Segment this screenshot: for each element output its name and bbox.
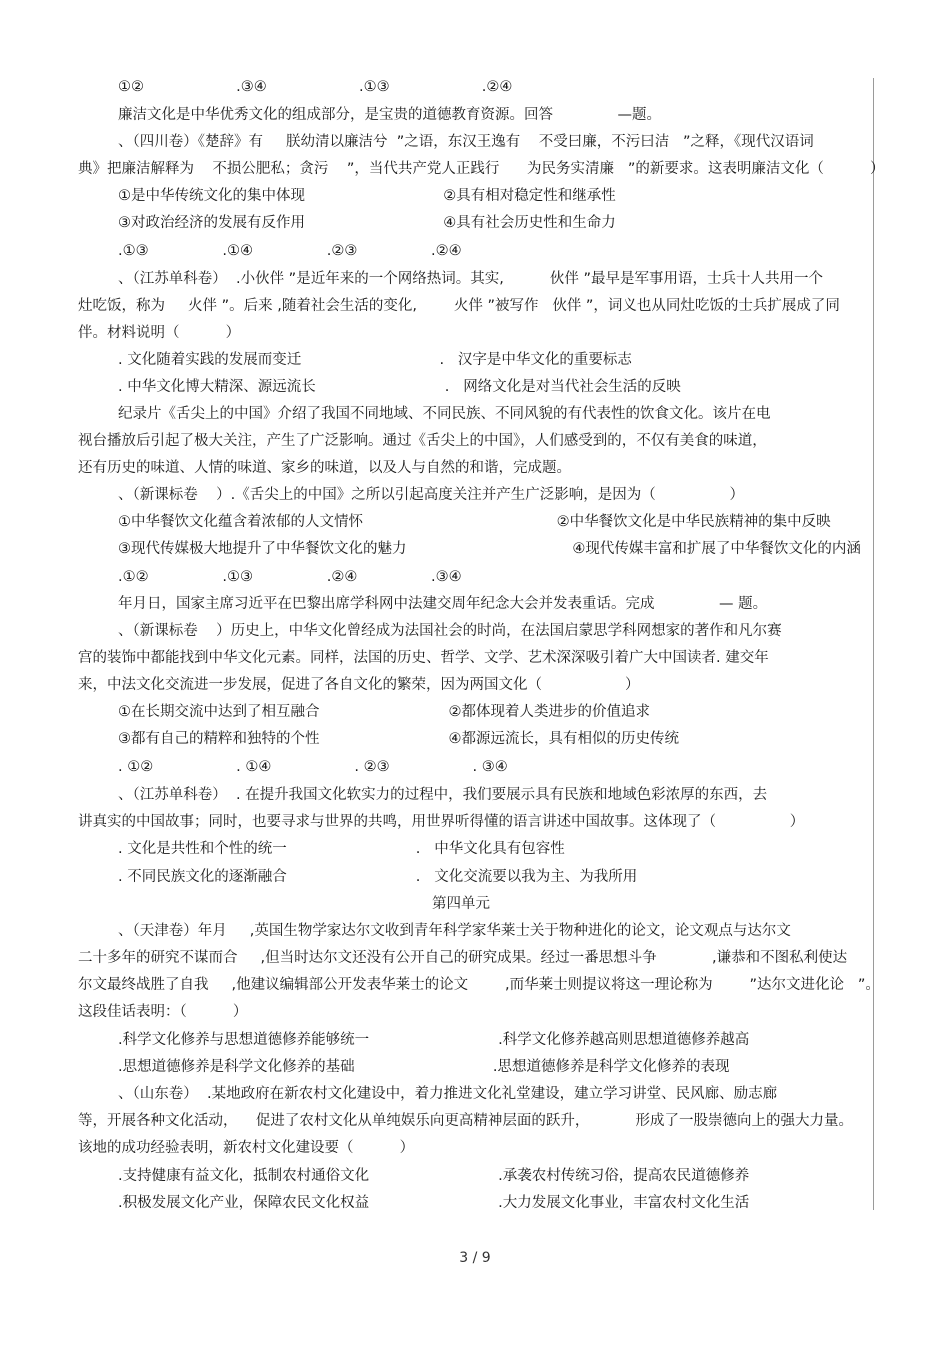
margin-rule [873, 78, 874, 1210]
text-line: 、（江苏单科卷） .小伙伴 ”是近年来的一个网络热词。其实, 伙伴 ”最早是军事用语，士兵十人共用一个 [118, 271, 824, 287]
text-line: . 中华文化博大精深、源远流长 . 网络文化是对当代社会生活的反映 [118, 379, 681, 395]
text-line: 、（四川卷）《楚辞》有 朕幼清以廉洁兮 ”之语，东汉王逸有 不受曰廉，不污曰洁 ”之释，《现代汉语词 [118, 134, 814, 150]
text-line: 纪录片《舌尖上的中国》介绍了我国不同地域、不同民族、不同风貌的有代表性的饮食文化。该片在电 [118, 406, 771, 422]
text-line: . ①② . ①④ . ②③ . ③④ [118, 759, 508, 775]
text-line: ③现代传媒极大地提升了中华餐饮文化的魅力 ④现代传媒丰富和扩展了中华餐饮文化的内涵 [118, 541, 861, 557]
text-line: 、（山东卷） .某地政府在新农村文化建设中，着力推进文化礼堂建设，建立学习讲堂、民风廊、励志廊 [118, 1086, 778, 1102]
text-line: 宫的装饰中都能找到中华文化元素。同样，法国的历史、哲学、文学、艺术深深吸引着广大中国读者. 建交年 [78, 650, 769, 666]
text-line: 年月日，国家主席习近平在巴黎出席学科网中法建交周年纪念大会并发表重话。完成 — 题。 [118, 596, 768, 612]
text-line: ①② .③④ .①③ .②④ [118, 79, 513, 95]
text-line: 廉洁文化是中华优秀文化的组成部分，是宝贵的道德教育资源。回答 —题。 [118, 107, 662, 123]
text-line: 视台播放后引起了极大关注，产生了广泛影响。通过《舌尖上的中国》，人们感受到的，不仅有美食的味道， [78, 433, 767, 449]
text-line: .支持健康有益文化，抵制农村通俗文化 .承袭农村传统习俗，提高农民道德修养 [118, 1168, 750, 1184]
text-line: . 文化随着实践的发展而变迁 . 汉字是中华文化的重要标志 [118, 352, 632, 368]
text-line: ③都有自己的精粹和独特的个性 ④都源远流长，具有相似的历史传统 [118, 731, 680, 747]
text-line: 伴。材料说明（ ） [78, 325, 241, 341]
text-line: . 不同民族文化的逐渐融合 . 文化交流要以我为主、为我所用 [118, 869, 638, 885]
text-line: 来，中法文化交流进一步发展，促进了各自文化的繁荣，因为两国文化（ ） [78, 677, 640, 693]
text-line: 、（新课标卷 ）历史上，中华文化曾经成为法国社会的时尚，在法国启蒙思学科网想家的著作和凡尔赛 [118, 623, 782, 639]
text-line: ①是中华传统文化的集中体现 ②具有相对稳定性和继承性 [118, 188, 616, 204]
text-line: ①中华餐饮文化蕴含着浓郁的人文情怀 ②中华餐饮文化是中华民族精神的集中反映 [118, 514, 831, 530]
text-line: 、（江苏单科卷） . 在提升我国文化软实力的过程中，我们要展示具有民族和地域色彩浓厚的东西，去 [118, 787, 768, 803]
page-number: 3 / 9 [459, 1250, 491, 1266]
text-line: .①② .①③ .②④ .③④ [118, 569, 462, 585]
text-line: 这段佳话表明：（ ） [78, 1004, 248, 1020]
text-line: .科学文化修养与思想道德修养能够统一 .科学文化修养越高则思想道德修养越高 [118, 1032, 750, 1048]
text-line: 灶吃饭，称为 火伴 ”。后来 ,随着社会生活的变化, 火伴 ”被写作 伙伴 ”，词义也从同灶吃饭的士兵扩展成了同 [78, 298, 840, 314]
text-line: ①在长期交流中达到了相互融合 ②都体现着人类进步的价值追求 [118, 704, 651, 720]
text-line: . 文化是共性和个性的统一 . 中华文化具有包容性 [118, 841, 565, 857]
text-line: 、（新课标卷 ）.《舌尖上的中国》之所以引起高度关注并产生广泛影响，是因为（ ） [118, 487, 745, 503]
text-line: ③对政治经济的发展有反作用 ④具有社会历史性和生命力 [118, 215, 616, 231]
text-line: 该地的成功经验表明，新农村文化建设要（ ） [78, 1140, 415, 1156]
text-line: 等，开展各种文化活动， 促进了农村文化从单纯娱乐向更高精神层面的跃升， 形成了一股崇德向上的强大力量。 [78, 1113, 854, 1129]
text-line: .①③ .①④ .②③ .②④ [118, 243, 462, 259]
text-line: 第四单元 [432, 896, 490, 912]
text-line: .积极发展文化产业，保障农民文化权益 .大力发展文化事业，丰富农村文化生活 [118, 1195, 750, 1211]
text-line: 尔文最终战胜了自我 ,他建议编辑部公开发表华莱士的论文 ,而华莱士则提议将这一理论称为 ”达尔文进化论 ”。 [78, 977, 880, 993]
text-line: 典》把廉洁解释为 不损公肥私；贪污 ”，当代共产党人正践行 为民务实清廉 ”的新要求。这表明廉洁文化（ ） [78, 161, 885, 177]
text-line: 还有历史的味道、人情的味道、家乡的味道，以及人与自然的和谐，完成题。 [78, 460, 571, 476]
text-line: 二十多年的研究不谋而合 ,但当时达尔文还没有公开自己的研究成果。经过一番思想斗争 ,谦恭和不图私利使达 [78, 950, 848, 966]
text-line: .思想道德修养是科学文化修养的基础 .思想道德修养是科学文化修养的表现 [118, 1059, 730, 1075]
text-line: 讲真实的中国故事；同时，也要寻求与世界的共鸣，用世界听得懂的语言讲述中国故事。这体现了（ ） [78, 814, 805, 830]
text-line: 、（天津卷）年月 ,英国生物学家达尔文收到青年科学家华莱士关于物种进化的论文，论文观点与达尔文 [118, 923, 791, 939]
